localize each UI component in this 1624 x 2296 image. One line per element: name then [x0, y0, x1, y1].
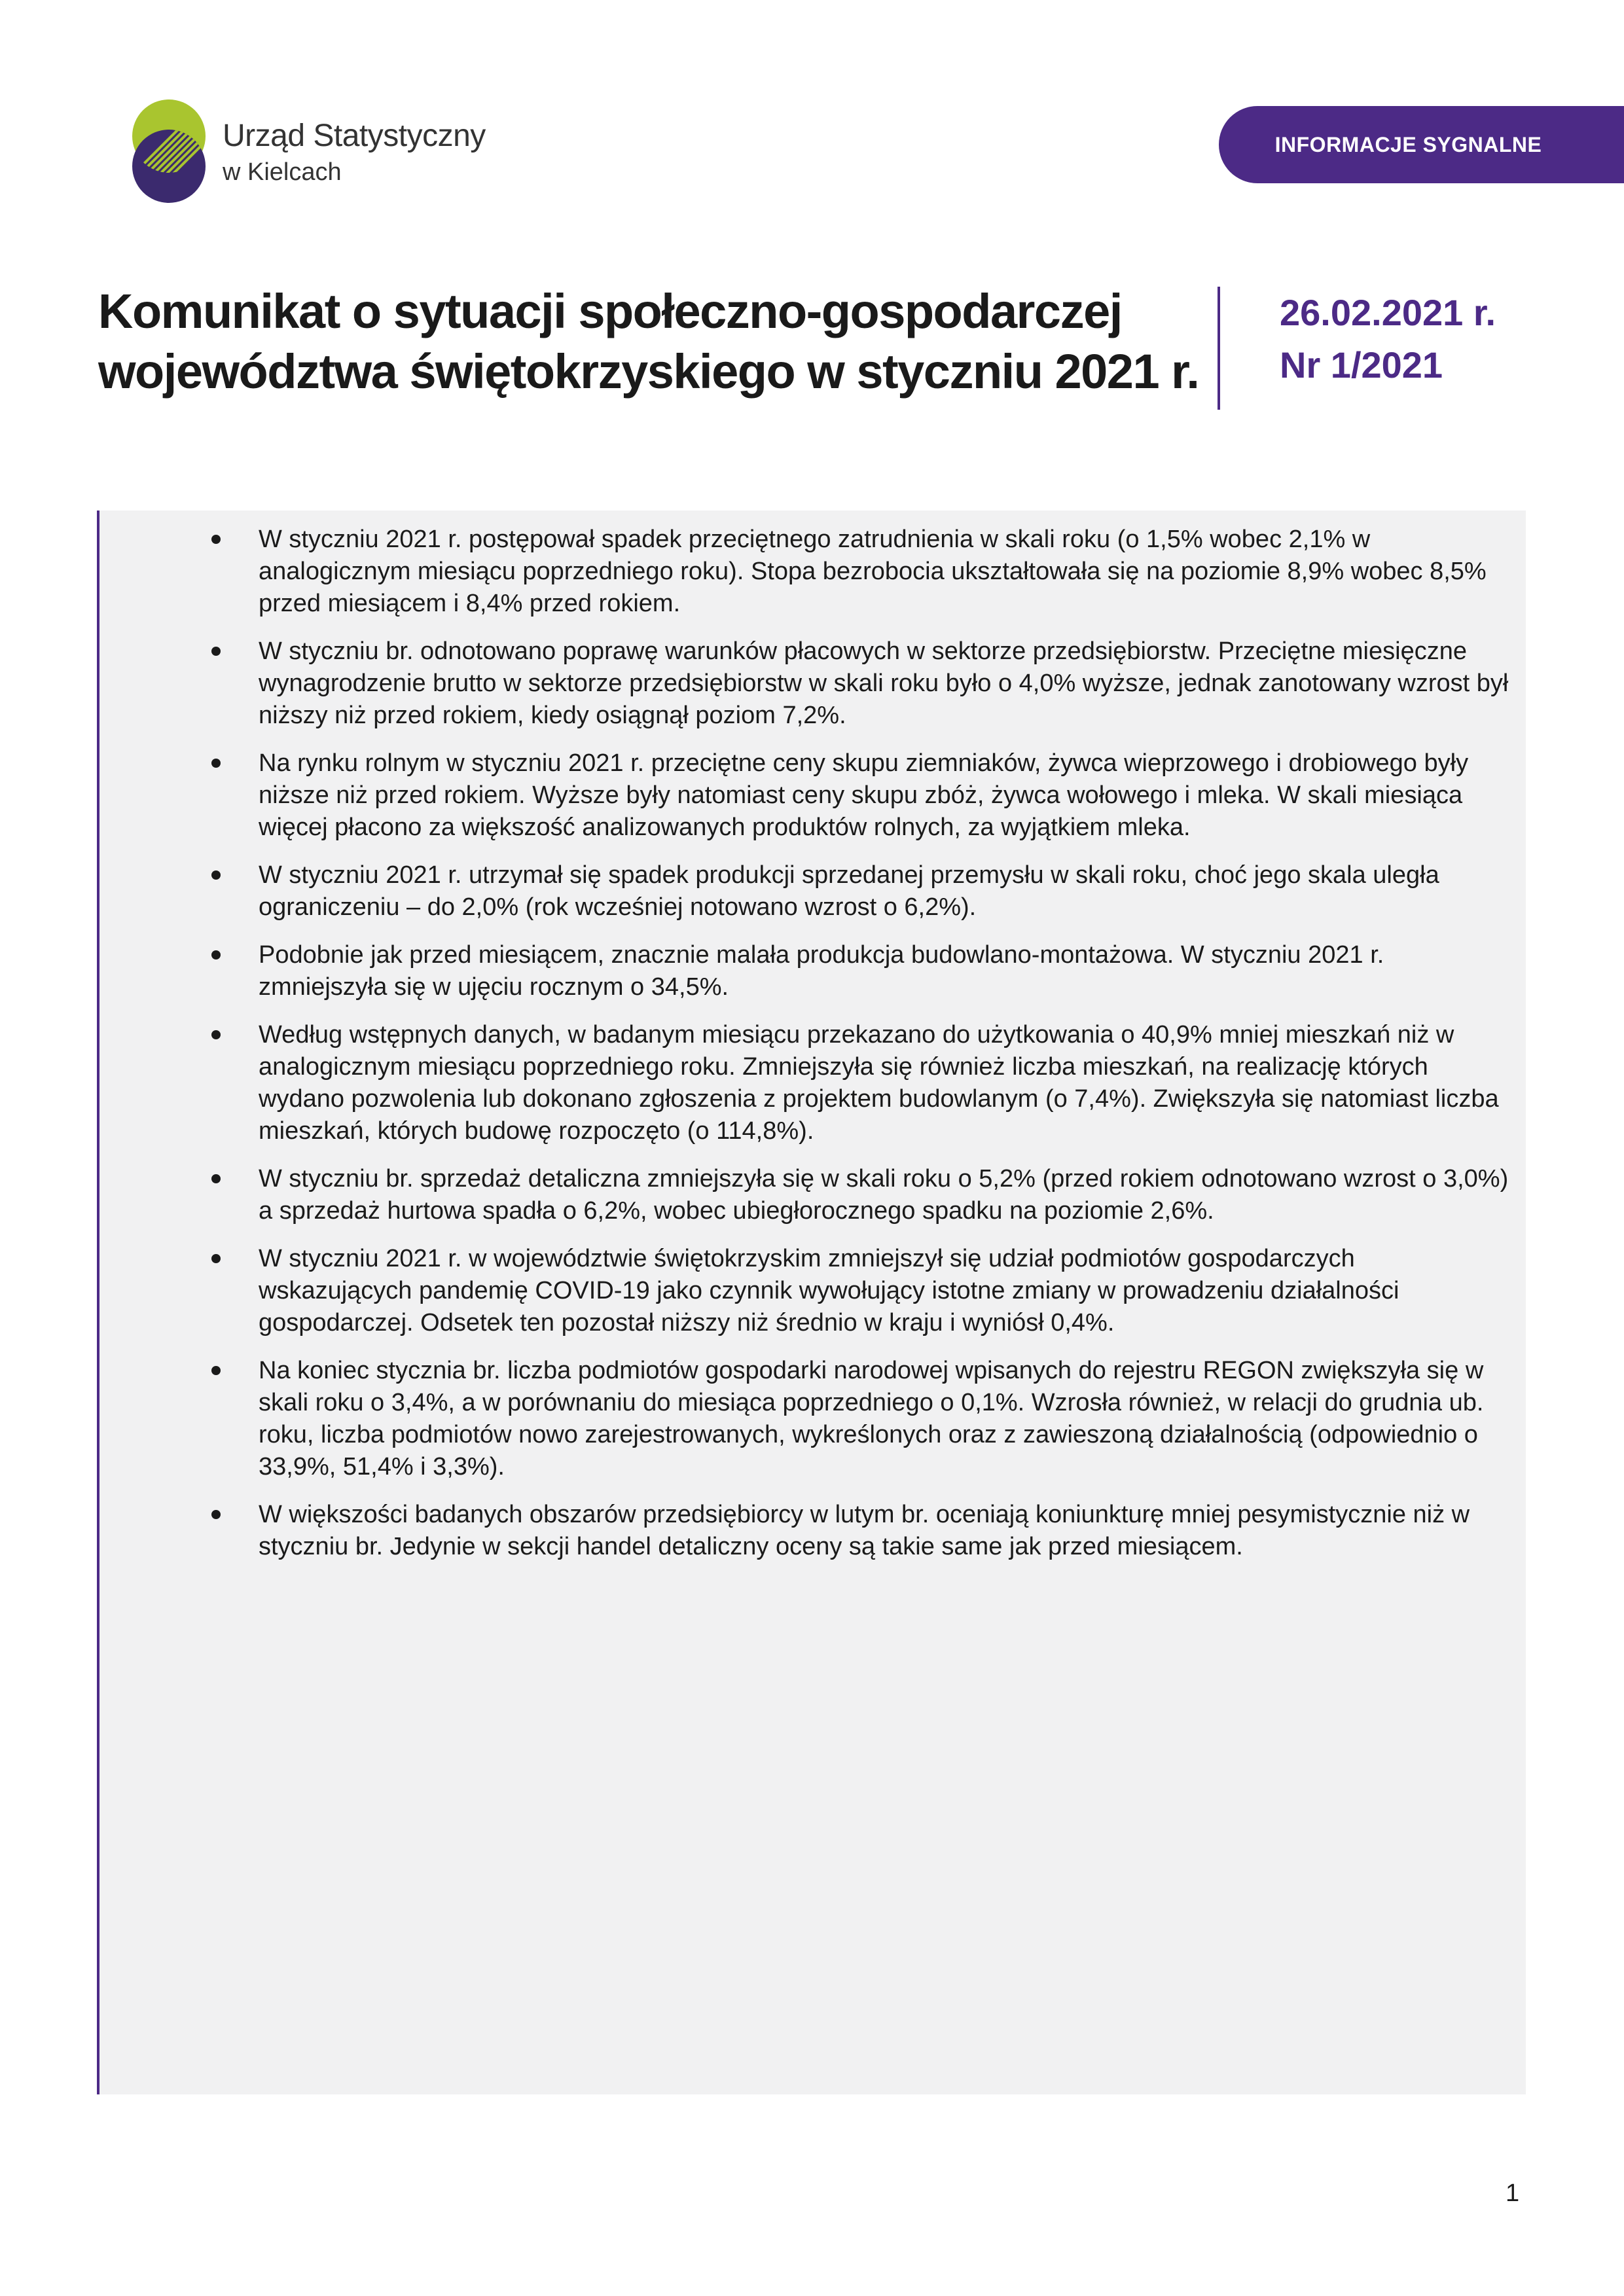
- logo: [131, 98, 497, 216]
- page-number: 1: [1506, 2179, 1520, 2207]
- document-title-line-2: województwa świętokrzyskiego w styczniu 2021 r.: [98, 344, 1199, 399]
- summary-item-text: W styczniu 2021 r. w województwie świętokrzyskim zmniejszył się udział podmiotów gospodarczych wskazujących pandemię COVID-19 jako czynnik wywołujący istotne zmiany w prowadzeniu działalności gospodarczej. Odsetek ten pozostał niższy niż średnio w kraju i wyniósł 0,4%.: [259, 1245, 1399, 1336]
- document-title-line-1: Komunikat o sytuacji społeczno-gospodarczej: [98, 284, 1122, 338]
- summary-item: [97, 1019, 1526, 1147]
- summary-item: [97, 1163, 1526, 1227]
- summary-item: [97, 524, 1526, 620]
- summary-item: [97, 939, 1526, 1003]
- bullet-icon: [211, 1254, 221, 1263]
- bullet-icon: [211, 950, 221, 960]
- summary-item-text: W większości badanych obszarów przedsiębiorcy w lutym br. oceniają koniunkturę mniej pesymistycznie niż w styczniu br. Jedynie w sekcji handel detaliczny oceny są takie same jak przed miesiącem.: [259, 1501, 1470, 1560]
- summary-item: [97, 859, 1526, 924]
- publication-number: Nr 1/2021: [1280, 344, 1443, 386]
- logo-mark-icon: [131, 98, 209, 209]
- summary-item-text: Podobnie jak przed miesiącem, znacznie malała produkcja budowlano-montażowa. W styczniu 2021 r. zmniejszyła się w ujęciu rocznym o 34,5%.: [259, 941, 1384, 1001]
- summary-item-text: W styczniu 2021 r. utrzymał się spadek produkcji sprzedanej przemysłu w skali roku, choć jego skala uległa ograniczeniu – do 2,0% (rok wcześniej notowano wzrost o 6,2%).: [259, 861, 1439, 921]
- summary-panel: [97, 511, 1526, 2094]
- summary-item-text: Według wstępnych danych, w badanym miesiącu przekazano do użytkowania o 40,9% mniej mieszkań niż w analogicznym miesiącu poprzedniego roku. Zmniejszyła się również liczba mieszkań, na realizację których wydano pozwolenia lub dokonano zgłoszenia z projektem budowlanym (o 7,4%). Zwiększyła się natomiast liczba mieszkań, których budowę rozpoczęto (o 114,8%).: [259, 1021, 1499, 1145]
- summary-item: [97, 1355, 1526, 1483]
- summary-item: [97, 747, 1526, 844]
- logo-name: Urząd Statystyczny: [223, 118, 486, 153]
- summary-item: [97, 1243, 1526, 1339]
- bullet-icon: [211, 870, 221, 880]
- bullet-icon: [211, 1510, 221, 1519]
- summary-list: [97, 524, 1526, 1579]
- publication-meta: [1280, 287, 1496, 391]
- summary-item-text: Na rynku rolnym w styczniu 2021 r. przeciętne ceny skupu ziemniaków, żywca wieprzowego i drobiowego były niższe niż przed rokiem. Wyższe były natomiast ceny skupu zbóż, żywca wołowego i mleka. W skali miesiąca więcej płacono za większość analizowanych produktów rolnych, za wyjątkiem mleka.: [259, 749, 1469, 841]
- publication-date: 26.02.2021 r.: [1280, 292, 1496, 333]
- bullet-icon: [211, 1366, 221, 1375]
- document-title: [98, 281, 1199, 402]
- logo-city: w Kielcach: [223, 158, 342, 186]
- bullet-icon: [211, 535, 221, 544]
- summary-item-text: W styczniu br. odnotowano poprawę warunków płacowych w sektorze przedsiębiorstw. Przeciętne miesięczne wynagrodzenie brutto w sektorze przedsiębiorstw w skali roku było o 4,0% wyższe, jednak zanotowany wzrost był niższy niż przed rokiem, kiedy osiągnął poziom 7,2%.: [259, 637, 1509, 729]
- summary-item: [97, 1499, 1526, 1563]
- bullet-icon: [211, 1174, 221, 1183]
- bullet-icon: [211, 1030, 221, 1039]
- bullet-icon: [211, 647, 221, 656]
- summary-item: [97, 636, 1526, 732]
- summary-item-text: Na koniec stycznia br. liczba podmiotów gospodarki narodowej wpisanych do rejestru REGON zwiększyła się w skali roku o 3,4%, a w porównaniu do miesiąca poprzedniego o 0,1%. Wzrosła również, w relacji do grudnia ub. roku, liczba podmiotów nowo zarejestrowanych, wykreślonych oraz z zawieszoną działalnością (odpowiednio o 33,9%, 51,4% i 3,3%).: [259, 1357, 1484, 1480]
- summary-item-text: W styczniu 2021 r. postępował spadek przeciętnego zatrudnienia w skali roku (o 1,5% wobec 2,1% w analogicznym miesiącu poprzedniego roku). Stopa bezrobocia ukształtowała się na poziomie 8,9% wobec 8,5% przed miesiącem i 8,4% przed rokiem.: [259, 526, 1487, 617]
- information-type-badge: INFORMACJE SYGNALNE: [1219, 106, 1624, 183]
- summary-item-text: W styczniu br. sprzedaż detaliczna zmniejszyła się w skali roku o 5,2% (przed rokiem odnotowano wzrost o 3,0%) a sprzedaż hurtowa spadła o 6,2%, wobec ubiegłorocznego spadku na poziomie 2,6%.: [259, 1165, 1509, 1225]
- title-divider: [1218, 287, 1220, 410]
- bullet-icon: [211, 759, 221, 768]
